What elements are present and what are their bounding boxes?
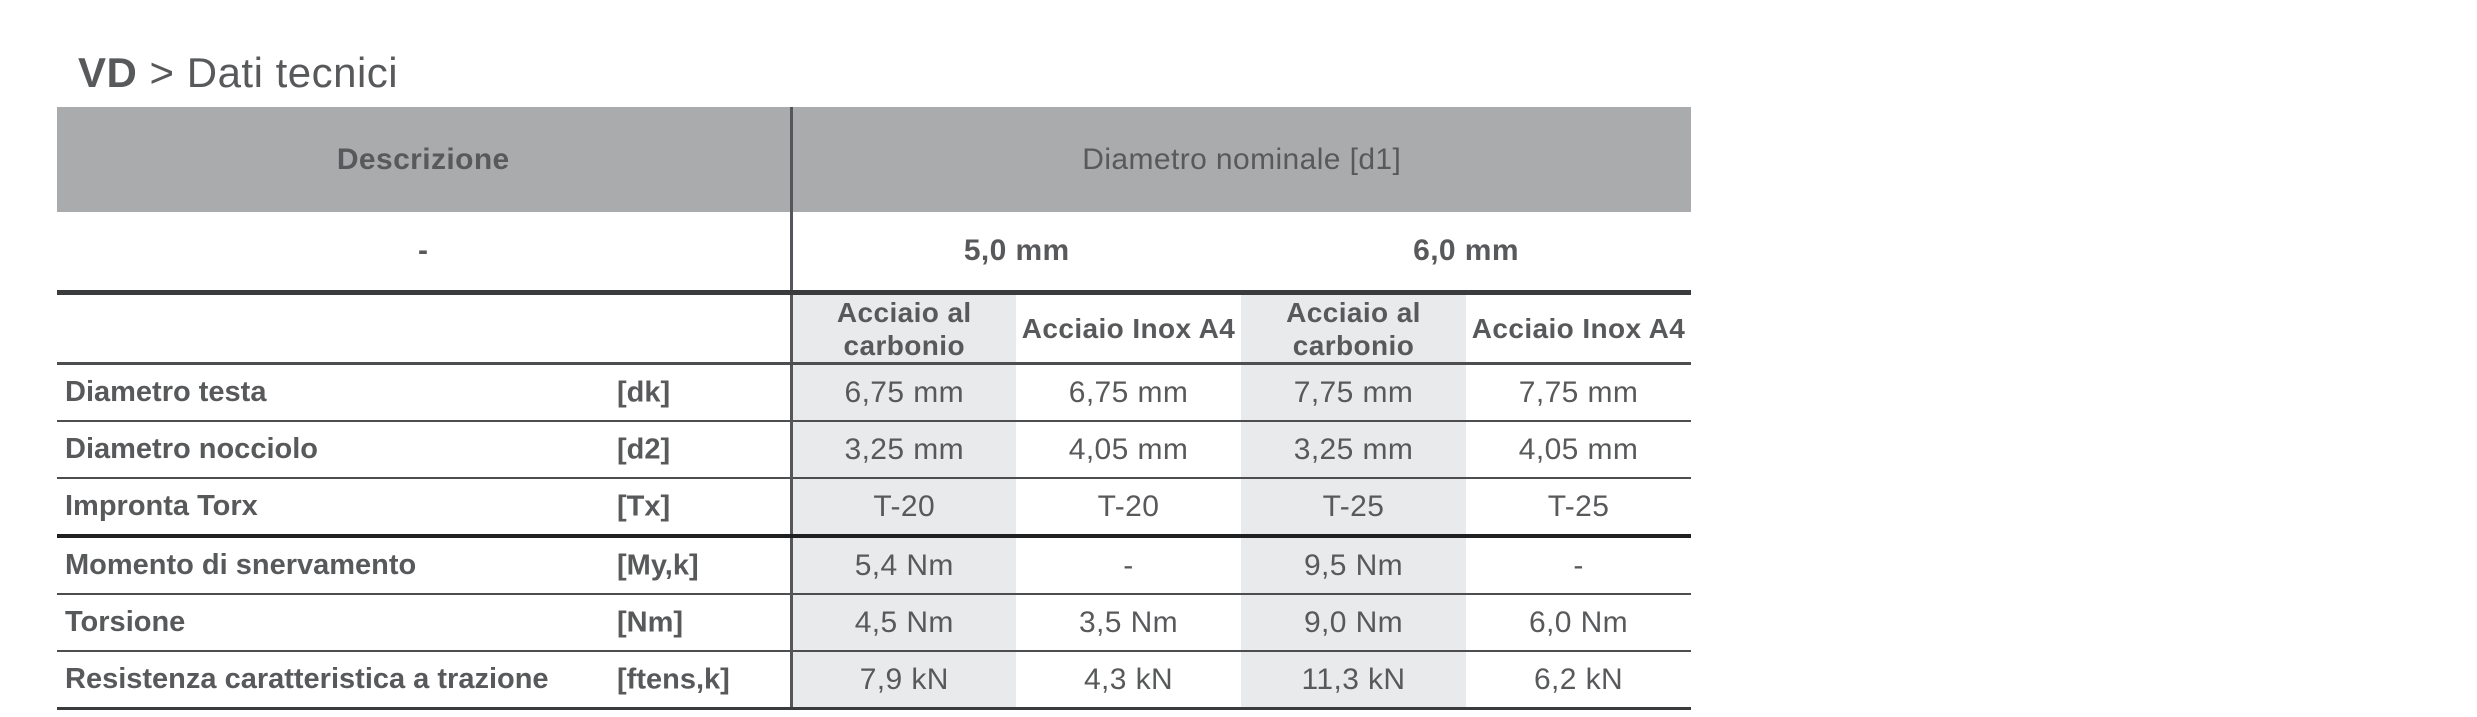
value-cell: 7,75 mm — [1466, 364, 1691, 422]
table-row-torsione — [57, 594, 1691, 651]
value-cell: 3,25 mm — [1241, 421, 1466, 478]
table-row-impronta-torx — [57, 478, 1691, 536]
value-cell: T-25 — [1241, 478, 1466, 536]
table-row-diametro-testa — [57, 364, 1691, 422]
value-cell: 4,05 mm — [1466, 421, 1691, 478]
value-cell: T-25 — [1466, 478, 1691, 536]
diameter-6mm-cell: 6,0 mm — [1241, 212, 1691, 293]
row-label-cell — [57, 651, 791, 709]
value-cell: 6,75 mm — [1016, 364, 1241, 422]
diameter-5mm-cell: 5,0 mm — [791, 212, 1241, 293]
material-header-carbon-5: Acciaio al carbonio — [791, 293, 1016, 364]
value-cell: 6,75 mm — [791, 364, 1016, 422]
row-label: Resistenza caratteristica a trazione — [65, 663, 549, 695]
material-header-row — [57, 293, 1691, 364]
material-header-carbon-6: Acciaio al carbonio — [1241, 293, 1466, 364]
value-cell: 5,4 Nm — [791, 536, 1016, 594]
row-label-cell — [57, 364, 791, 422]
value-cell: 4,05 mm — [1016, 421, 1241, 478]
value-cell: 11,3 kN — [1241, 651, 1466, 709]
row-label: Diametro nocciolo — [65, 433, 318, 465]
row-label-cell — [57, 421, 791, 478]
value-cell: 3,25 mm — [791, 421, 1016, 478]
row-label: Momento di snervamento — [65, 549, 417, 581]
diameter-subheader-row — [57, 212, 1691, 293]
description-placeholder-cell: - — [57, 212, 791, 293]
page-title — [78, 50, 398, 96]
value-cell: T-20 — [791, 478, 1016, 536]
row-symbol: [My,k] — [617, 549, 699, 581]
section-title: Dati tecnici — [186, 49, 399, 96]
value-cell: 7,75 mm — [1241, 364, 1466, 422]
value-cell: 3,5 Nm — [1016, 594, 1241, 651]
value-cell: 6,2 kN — [1466, 651, 1691, 709]
table-row-resistenza-trazione — [57, 651, 1691, 709]
table-row-momento-snervamento — [57, 536, 1691, 594]
material-header-inox-6: Acciaio Inox A4 — [1466, 293, 1691, 364]
technical-data-table — [57, 107, 1691, 710]
value-cell: - — [1466, 536, 1691, 594]
breadcrumb-separator: > — [149, 49, 175, 96]
row-label-cell — [57, 536, 791, 594]
product-code: VD — [78, 49, 138, 96]
diameter-group-header-cell: Diametro nominale [d1] — [791, 107, 1691, 212]
description-header-cell: Descrizione — [57, 107, 791, 212]
row-label: Diametro testa — [65, 376, 267, 408]
table-row-diametro-nocciolo — [57, 421, 1691, 478]
value-cell: 9,0 Nm — [1241, 594, 1466, 651]
value-cell: 6,0 Nm — [1466, 594, 1691, 651]
row-symbol: [d2] — [617, 433, 671, 465]
value-cell: T-20 — [1016, 478, 1241, 536]
row-label: Impronta Torx — [65, 490, 258, 522]
value-cell: - — [1016, 536, 1241, 594]
value-cell: 7,9 kN — [791, 651, 1016, 709]
row-symbol: [Nm] — [617, 606, 684, 638]
material-header-inox-5: Acciaio Inox A4 — [1016, 293, 1241, 364]
row-label-cell — [57, 594, 791, 651]
row-symbol: [dk] — [617, 376, 671, 408]
value-cell: 9,5 Nm — [1241, 536, 1466, 594]
row-label-cell — [57, 478, 791, 536]
value-cell: 4,5 Nm — [791, 594, 1016, 651]
table-group-header-row — [57, 107, 1691, 212]
row-symbol: [ftens,k] — [617, 663, 730, 695]
empty-cell — [57, 293, 791, 364]
row-label: Torsione — [65, 606, 186, 638]
row-symbol: [Tx] — [617, 490, 671, 522]
value-cell: 4,3 kN — [1016, 651, 1241, 709]
